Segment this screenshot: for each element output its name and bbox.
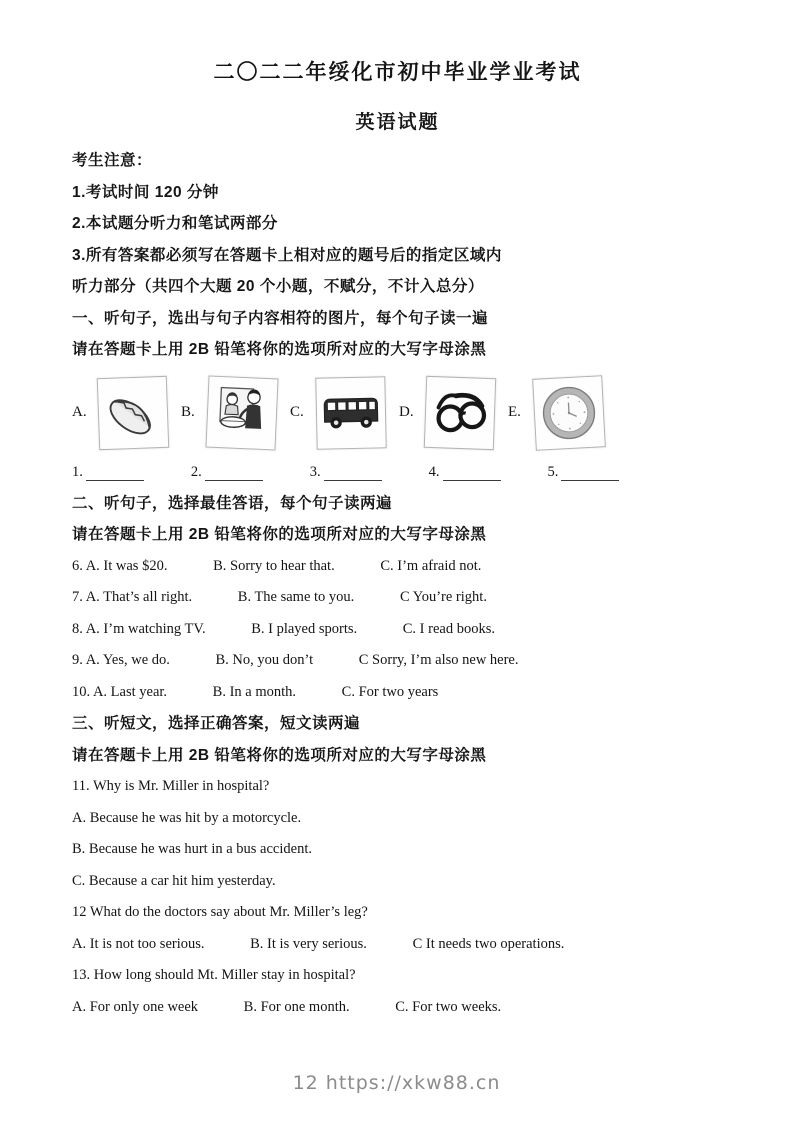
question-9-option-b: B. No, you don’t [215,652,314,668]
blank-number: 1. [72,463,83,480]
answer-blank-5 [548,464,620,481]
section2-instruction: 请在答题卡上用 2B 铅笔将你的选项所对应的大写字母涂黑 [72,526,487,543]
blank-number: 4. [428,463,440,480]
question-9-option-a: 9. A. Yes, we do. [72,652,170,668]
notice-heading: 考生注意： [72,152,153,169]
notice-item-2: 2.本试题分听力和笔试两部分 [72,215,278,232]
section1-instruction: 请在答题卡上用 2B 铅笔将你的选项所对应的大写字母涂黑 [72,341,487,358]
question-9-option-c: C Sorry, I’m also new here. [358,652,519,668]
question-11-option-b: B. Because he was hurt in a bus accident. [72,841,312,857]
question-7-option-c: C You’re right. [399,589,487,605]
question-10-option-b: B. In a month. [212,683,297,700]
notice-item-3: 3.所有答案都必须写在答题卡上相对应的题号后的指定区域内 [72,246,502,264]
blank-line [86,468,144,481]
picture-options-row [72,372,723,454]
picture-label-c: C. [290,404,304,420]
question-13-options [72,998,723,1017]
question-6-option-b: B. Sorry to hear that. [213,557,335,574]
answer-blank-4 [429,464,501,481]
question-8-option-a: 8. A. I’m watching TV. [72,620,206,637]
page-footer-watermark: 12 https://xkw88.cn [292,1072,501,1094]
notice-item-1: 1.考试时间 120 分钟 [72,183,219,201]
question-6 [72,557,723,576]
question-9 [72,651,723,670]
question-7 [72,588,723,607]
question-8-option-c: C. I read books. [402,620,495,637]
question-11-option-c: C. Because a car hit him yesterday. [72,872,276,889]
question-7-option-a: 7. A. That’s all right. [72,589,193,605]
question-13-option-b: B. For one month. [243,998,350,1015]
picture-label-e: E. [508,404,521,420]
blank-line [324,468,382,481]
picture-option-e [508,377,604,449]
blank-number: 2. [190,463,202,480]
question-11-option-a: A. Because he was hit by a motorcycle. [72,809,302,826]
question-8-option-b: B. I played sports. [251,620,358,637]
question-13-stem: 13. How long should Mt. Miller stay in hospital? [72,967,356,983]
question-13-option-a: A. For only one week [72,998,199,1015]
page-subtitle: 英语试题 [355,112,440,133]
blank-number: 5. [547,463,559,480]
answer-blank-2 [191,464,263,481]
people-washing-dishes-icon [205,375,278,450]
answer-blank-1 [72,464,144,481]
picture-option-c [290,377,386,449]
listening-part-header: 听力部分（共四个大题 20 个小题，不赋分，不计入总分） [72,278,484,295]
question-10-option-c: C. For two years [341,683,439,700]
question-12-options [72,935,723,954]
answer-blanks-row [72,464,723,481]
question-10 [72,683,723,702]
picture-option-a [72,377,168,449]
wall-clock-icon [532,375,606,451]
eyeglasses-icon [424,375,496,449]
question-12-stem: 12 What do the doctors say about Mr. Miller’s leg? [72,904,368,920]
question-7-option-b: B. The same to you. [237,589,355,605]
picture-label-b: B. [181,404,195,420]
section2-heading: 二、听句子，选择最佳答语，每个句子读两遍 [72,494,393,512]
hot-dog-icon [97,375,169,449]
question-10-option-a: 10. A. Last year. [72,683,168,700]
blank-line [561,468,619,481]
picture-label-a: A. [72,404,87,420]
question-6-option-a: 6. A. It was $20. [72,557,168,574]
blank-number: 3. [309,463,321,480]
picture-option-d [399,377,495,449]
blank-line [443,468,501,481]
blank-line [205,468,263,481]
question-11-stem: 11. Why is Mr. Miller in hospital? [72,778,270,794]
bus-icon [315,376,386,449]
section3-heading: 三、听短文，选择正确答案，短文读两遍 [72,715,361,732]
question-12-option-c: C It needs two operations. [412,935,565,952]
question-8 [72,620,723,639]
question-12-option-b: B. It is very serious. [250,935,367,952]
picture-label-d: D. [399,404,414,420]
section3-instruction: 请在答题卡上用 2B 铅笔将你的选项所对应的大写字母涂黑 [72,746,487,764]
picture-option-b [181,377,277,449]
question-6-option-c: C. I’m afraid not. [380,557,482,574]
section1-heading: 一、听句子，选出与句子内容相符的图片，每个句子读一遍 [72,309,489,327]
question-13-option-c: C. For two weeks. [395,998,502,1015]
page-title: 二〇二二年绥化市初中毕业学业考试 [213,61,582,84]
answer-blank-3 [310,464,382,481]
question-12-option-a: A. It is not too serious. [72,935,205,952]
